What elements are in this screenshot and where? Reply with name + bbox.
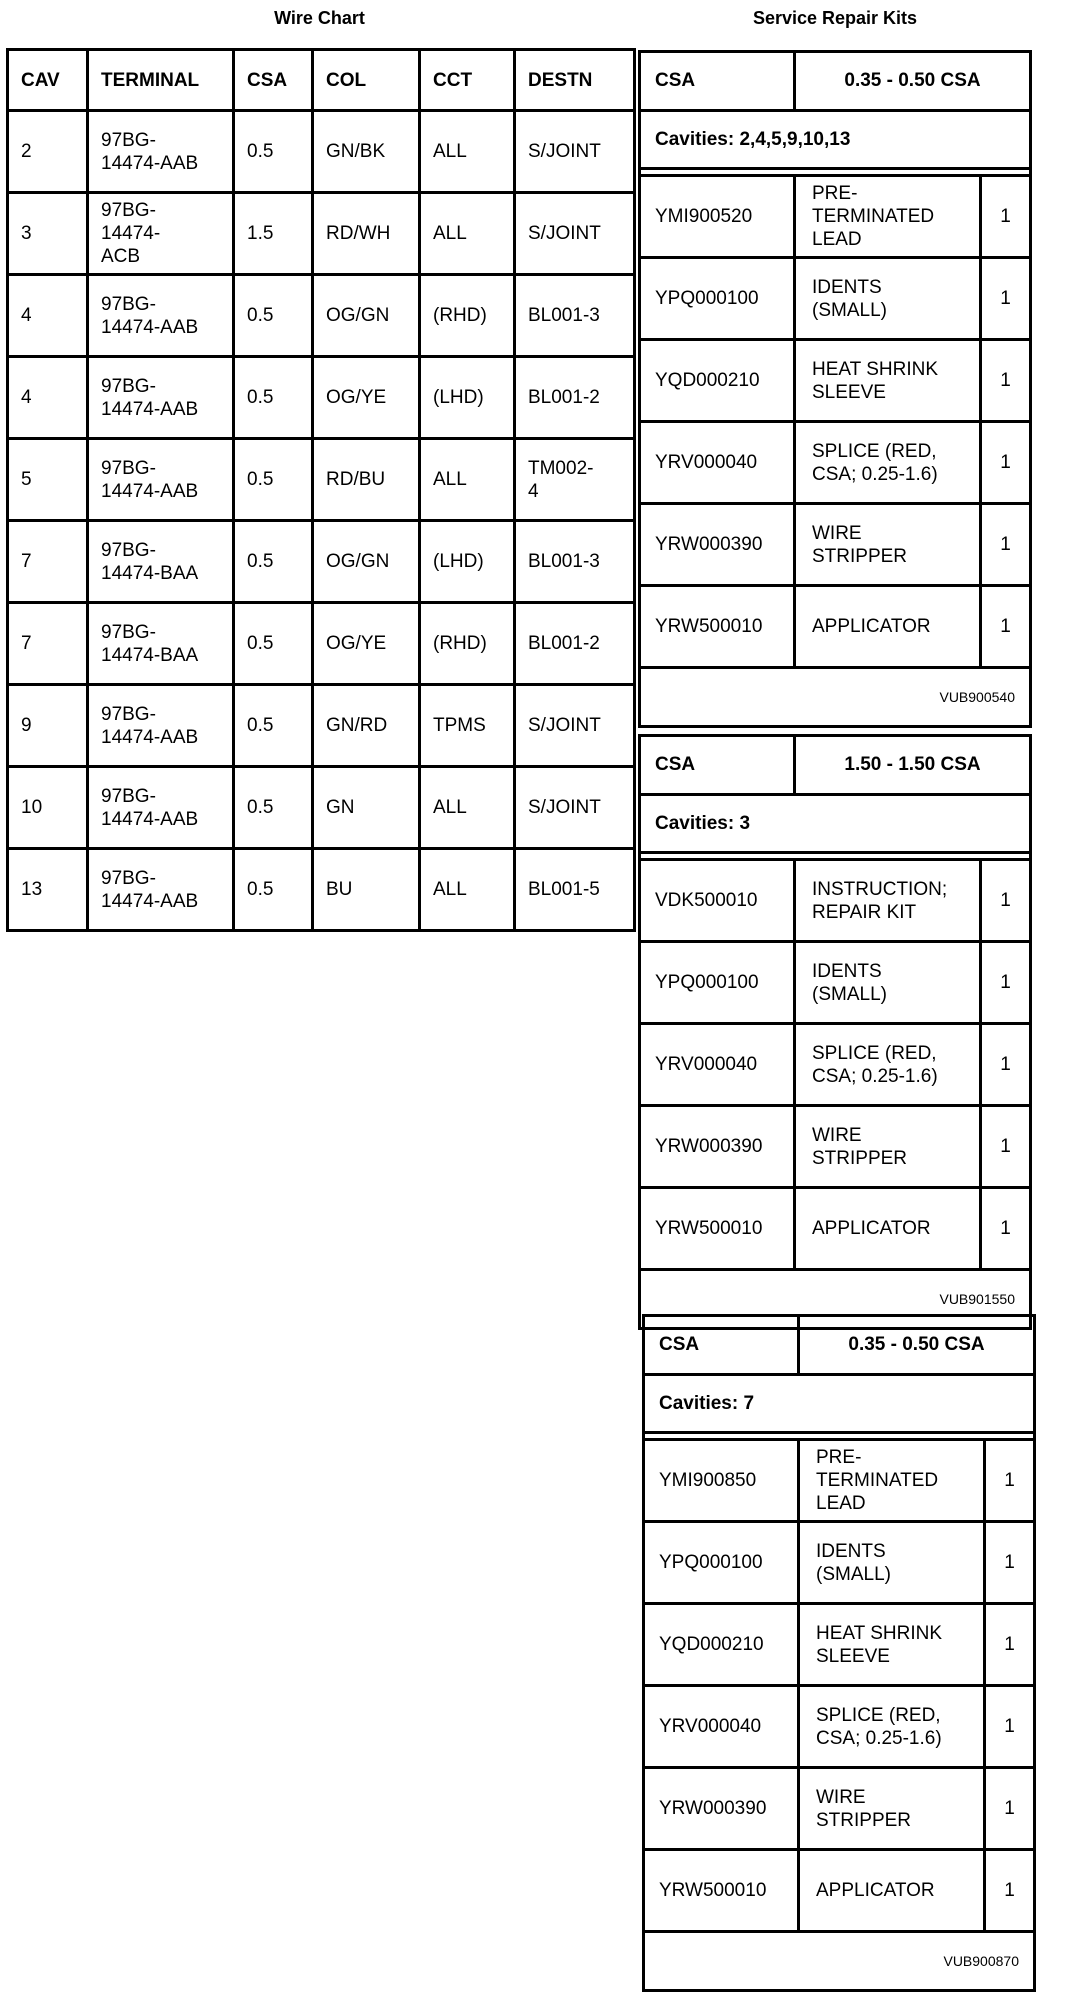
wire-chart-cell-cct: ALL <box>420 849 515 931</box>
wire-chart-cell-col: OG/GN <box>313 275 420 357</box>
kit-csa-header <box>641 53 1029 112</box>
wire-chart-header-cav: CAV <box>8 50 88 111</box>
kit-item-quantity: 1 <box>1000 205 1011 227</box>
kit-item-row <box>641 943 1029 1025</box>
kit-item-row <box>645 1605 1033 1687</box>
kit-code: VUB900870 <box>943 1953 1019 1969</box>
kit-item-row <box>641 1107 1029 1189</box>
table-row <box>8 439 635 521</box>
kit-csa-range: 0.35 - 0.50 CSA <box>848 1334 985 1355</box>
wire-chart-cell-csa: 0.5 <box>234 767 313 849</box>
wire-chart-cell-cav: 4 <box>8 357 88 439</box>
wire-chart-header-cct: CCT <box>420 50 515 111</box>
table-row <box>8 603 635 685</box>
kit-cavities: Cavities: 3 <box>641 796 1029 854</box>
kit-csa-header <box>645 1317 1033 1376</box>
kit-item-description: PRE- TERMINATED LEAD <box>800 1441 986 1520</box>
wire-chart-cell-destn: S/JOINT <box>515 111 635 193</box>
kit-csa-range: 0.35 - 0.50 CSA <box>844 70 981 91</box>
kit-item-part-number: YRW500010 <box>645 1851 800 1930</box>
wire-chart-cell-terminal: 97BG- 14474-AAB <box>88 357 234 439</box>
wire-chart-cell-destn: S/JOINT <box>515 685 635 767</box>
kit-item-quantity: 1 <box>1000 971 1011 993</box>
wire-chart-cell-csa: 0.5 <box>234 849 313 931</box>
wire-chart-cell-csa: 0.5 <box>234 275 313 357</box>
wire-chart-cell-cav: 9 <box>8 685 88 767</box>
kit-item-quantity: 1 <box>1000 1217 1011 1239</box>
wire-chart-cell-destn: BL001-3 <box>515 521 635 603</box>
wire-chart-header-csa: CSA <box>234 50 313 111</box>
kit-item-description: APPLICATOR <box>800 1851 986 1930</box>
wire-chart-cell-terminal: 97BG- 14474-BAA <box>88 521 234 603</box>
kit-item-quantity: 1 <box>1000 451 1011 473</box>
kit-item-quantity: 1 <box>1000 889 1011 911</box>
kit-item-description: HEAT SHRINK SLEEVE <box>800 1605 986 1684</box>
kit-item-description: APPLICATOR <box>796 1189 982 1268</box>
wire-chart-cell-terminal: 97BG- 14474-AAB <box>88 111 234 193</box>
wire-chart-cell-terminal: 97BG- 14474-AAB <box>88 439 234 521</box>
wire-chart-cell-terminal: 97BG- 14474-AAB <box>88 275 234 357</box>
kit-item-description: INSTRUCTION; REPAIR KIT <box>796 861 982 940</box>
kit-item-quantity: 1 <box>1004 1551 1015 1573</box>
kit-item-quantity: 1 <box>1000 1053 1011 1075</box>
kit-item-quantity: 1 <box>1000 287 1011 309</box>
wire-chart-header-destn: DESTN <box>515 50 635 111</box>
kit-item-quantity: 1 <box>1000 1135 1011 1157</box>
kit-item-row <box>641 177 1029 259</box>
kit-item-quantity: 1 <box>1004 1469 1015 1491</box>
wire-chart-cell-col: GN/BK <box>313 111 420 193</box>
kit-item-quantity: 1 <box>1004 1633 1015 1655</box>
wire-chart-cell-destn: S/JOINT <box>515 193 635 275</box>
kit-item-description: SPLICE (RED, CSA; 0.25-1.6) <box>796 1025 982 1104</box>
kit-divider <box>641 854 1029 861</box>
kit-item-description: WIRE STRIPPER <box>796 1107 982 1186</box>
kit-csa-label: CSA <box>641 53 796 109</box>
kit-item-row <box>641 861 1029 943</box>
wire-chart-cell-cav: 4 <box>8 275 88 357</box>
kit-code: VUB900540 <box>939 689 1015 705</box>
kit-item-row <box>641 505 1029 587</box>
kit-cavities: Cavities: 7 <box>645 1376 1033 1434</box>
wire-chart-cell-csa: 0.5 <box>234 603 313 685</box>
table-row <box>8 767 635 849</box>
kit-item-description: WIRE STRIPPER <box>800 1769 986 1848</box>
wire-chart-cell-terminal: 97BG- 14474-AAB <box>88 685 234 767</box>
kit-item-part-number: YRV000040 <box>641 1025 796 1104</box>
kit-csa-label: CSA <box>641 737 796 793</box>
kit-item-description: IDENTS (SMALL) <box>800 1523 986 1602</box>
table-row <box>8 849 635 931</box>
wire-chart-cell-csa: 0.5 <box>234 439 313 521</box>
wire-chart-cell-col: OG/GN <box>313 521 420 603</box>
kit-item-part-number: YRW000390 <box>641 505 796 584</box>
repair-kit-vub901550 <box>638 734 1032 1330</box>
table-row <box>8 275 635 357</box>
kit-cavities: Cavities: 2,4,5,9,10,13 <box>641 112 1029 170</box>
wire-chart-cell-cav: 13 <box>8 849 88 931</box>
wire-chart-cell-cav: 2 <box>8 111 88 193</box>
kit-item-row <box>641 423 1029 505</box>
wire-chart-cell-csa: 1.5 <box>234 193 313 275</box>
wire-chart-cell-col: RD/WH <box>313 193 420 275</box>
wire-chart-cell-cct: ALL <box>420 439 515 521</box>
repair-kit-vub900870 <box>642 1314 1036 1992</box>
kit-item-quantity: 1 <box>1004 1797 1015 1819</box>
kit-csa-label: CSA <box>645 1317 800 1373</box>
table-row <box>8 685 635 767</box>
kit-item-part-number: YPQ000100 <box>645 1523 800 1602</box>
kit-item-quantity: 1 <box>1000 533 1011 555</box>
kit-item-row <box>645 1687 1033 1769</box>
kit-item-description: IDENTS (SMALL) <box>796 259 982 338</box>
wire-chart-cell-cct: TPMS <box>420 685 515 767</box>
wire-chart-cell-col: BU <box>313 849 420 931</box>
kit-item-part-number: YPQ000100 <box>641 259 796 338</box>
kit-csa-range: 1.50 - 1.50 CSA <box>844 754 981 775</box>
kit-item-description: IDENTS (SMALL) <box>796 943 982 1022</box>
wire-chart-cell-terminal: 97BG- 14474- ACB <box>88 193 234 275</box>
table-row <box>8 193 635 275</box>
kit-item-row <box>641 1189 1029 1271</box>
wire-chart-cell-cct: ALL <box>420 193 515 275</box>
wire-chart-cell-destn: S/JOINT <box>515 767 635 849</box>
kit-item-row <box>641 587 1029 669</box>
wire-chart-cell-col: RD/BU <box>313 439 420 521</box>
wire-chart-cell-cct: (RHD) <box>420 603 515 685</box>
kit-divider <box>641 170 1029 177</box>
wire-chart-cell-cav: 10 <box>8 767 88 849</box>
wire-chart-cell-cav: 7 <box>8 603 88 685</box>
kit-item-part-number: YRW500010 <box>641 1189 796 1268</box>
kit-item-quantity: 1 <box>1004 1715 1015 1737</box>
wire-chart-cell-destn: BL001-2 <box>515 603 635 685</box>
kit-item-part-number: VDK500010 <box>641 861 796 940</box>
table-row <box>8 111 635 193</box>
wire-chart-table <box>6 48 636 932</box>
kit-item-part-number: YRW000390 <box>641 1107 796 1186</box>
wire-chart-header-col: COL <box>313 50 420 111</box>
kit-divider <box>645 1434 1033 1441</box>
wire-chart-cell-cav: 7 <box>8 521 88 603</box>
kit-item-description: SPLICE (RED, CSA; 0.25-1.6) <box>800 1687 986 1766</box>
wire-chart-cell-col: OG/YE <box>313 603 420 685</box>
wire-chart-header-row <box>8 50 635 111</box>
kit-item-row <box>645 1523 1033 1605</box>
kit-code: VUB901550 <box>939 1291 1015 1307</box>
kit-item-part-number: YRV000040 <box>641 423 796 502</box>
wire-chart-cell-cct: (LHD) <box>420 357 515 439</box>
kit-item-part-number: YMI900850 <box>645 1441 800 1520</box>
kit-item-row <box>641 1025 1029 1107</box>
wire-chart-cell-csa: 0.5 <box>234 685 313 767</box>
wire-chart-header-terminal: TERMINAL <box>88 50 234 111</box>
kit-item-row <box>641 259 1029 341</box>
wire-chart-cell-destn: TM002- 4 <box>515 439 635 521</box>
kit-item-description: HEAT SHRINK SLEEVE <box>796 341 982 420</box>
wire-chart-cell-destn: BL001-3 <box>515 275 635 357</box>
wire-chart-cell-col: OG/YE <box>313 357 420 439</box>
wire-chart-cell-cav: 3 <box>8 193 88 275</box>
kit-item-part-number: YRW000390 <box>645 1769 800 1848</box>
wire-chart-cell-csa: 0.5 <box>234 521 313 603</box>
wire-chart-cell-terminal: 97BG- 14474-BAA <box>88 603 234 685</box>
kit-item-quantity: 1 <box>1000 615 1011 637</box>
wire-chart-cell-destn: BL001-5 <box>515 849 635 931</box>
kit-csa-header <box>641 737 1029 796</box>
kit-item-description: WIRE STRIPPER <box>796 505 982 584</box>
kit-item-description: SPLICE (RED, CSA; 0.25-1.6) <box>796 423 982 502</box>
kit-item-part-number: YQD000210 <box>645 1605 800 1684</box>
table-row <box>8 357 635 439</box>
kit-item-row <box>645 1851 1033 1933</box>
wire-chart-cell-cct: ALL <box>420 111 515 193</box>
kit-item-row <box>645 1769 1033 1851</box>
wire-chart-cell-terminal: 97BG- 14474-AAB <box>88 767 234 849</box>
kit-item-part-number: YMI900520 <box>641 177 796 256</box>
repair-kit-vub900540 <box>638 50 1032 728</box>
wire-chart-title: Wire Chart <box>274 8 365 28</box>
wire-chart-cell-cct: ALL <box>420 767 515 849</box>
kit-item-row <box>641 341 1029 423</box>
kit-item-part-number: YQD000210 <box>641 341 796 420</box>
table-row <box>8 521 635 603</box>
kit-item-description: PRE- TERMINATED LEAD <box>796 177 982 256</box>
kit-item-row <box>645 1441 1033 1523</box>
wire-chart-cell-csa: 0.5 <box>234 357 313 439</box>
kit-item-description: APPLICATOR <box>796 587 982 666</box>
wire-chart-cell-csa: 0.5 <box>234 111 313 193</box>
wire-chart-cell-destn: BL001-2 <box>515 357 635 439</box>
wire-chart-cell-cav: 5 <box>8 439 88 521</box>
kit-item-part-number: YRW500010 <box>641 587 796 666</box>
wire-chart-cell-terminal: 97BG- 14474-AAB <box>88 849 234 931</box>
kit-item-quantity: 1 <box>1004 1879 1015 1901</box>
kit-item-part-number: YPQ000100 <box>641 943 796 1022</box>
wire-chart-cell-col: GN/RD <box>313 685 420 767</box>
kit-item-part-number: YRV000040 <box>645 1687 800 1766</box>
wire-chart-cell-col: GN <box>313 767 420 849</box>
wire-chart-cell-cct: (RHD) <box>420 275 515 357</box>
wire-chart-cell-cct: (LHD) <box>420 521 515 603</box>
service-repair-kits-title: Service Repair Kits <box>752 8 918 28</box>
kit-item-quantity: 1 <box>1000 369 1011 391</box>
